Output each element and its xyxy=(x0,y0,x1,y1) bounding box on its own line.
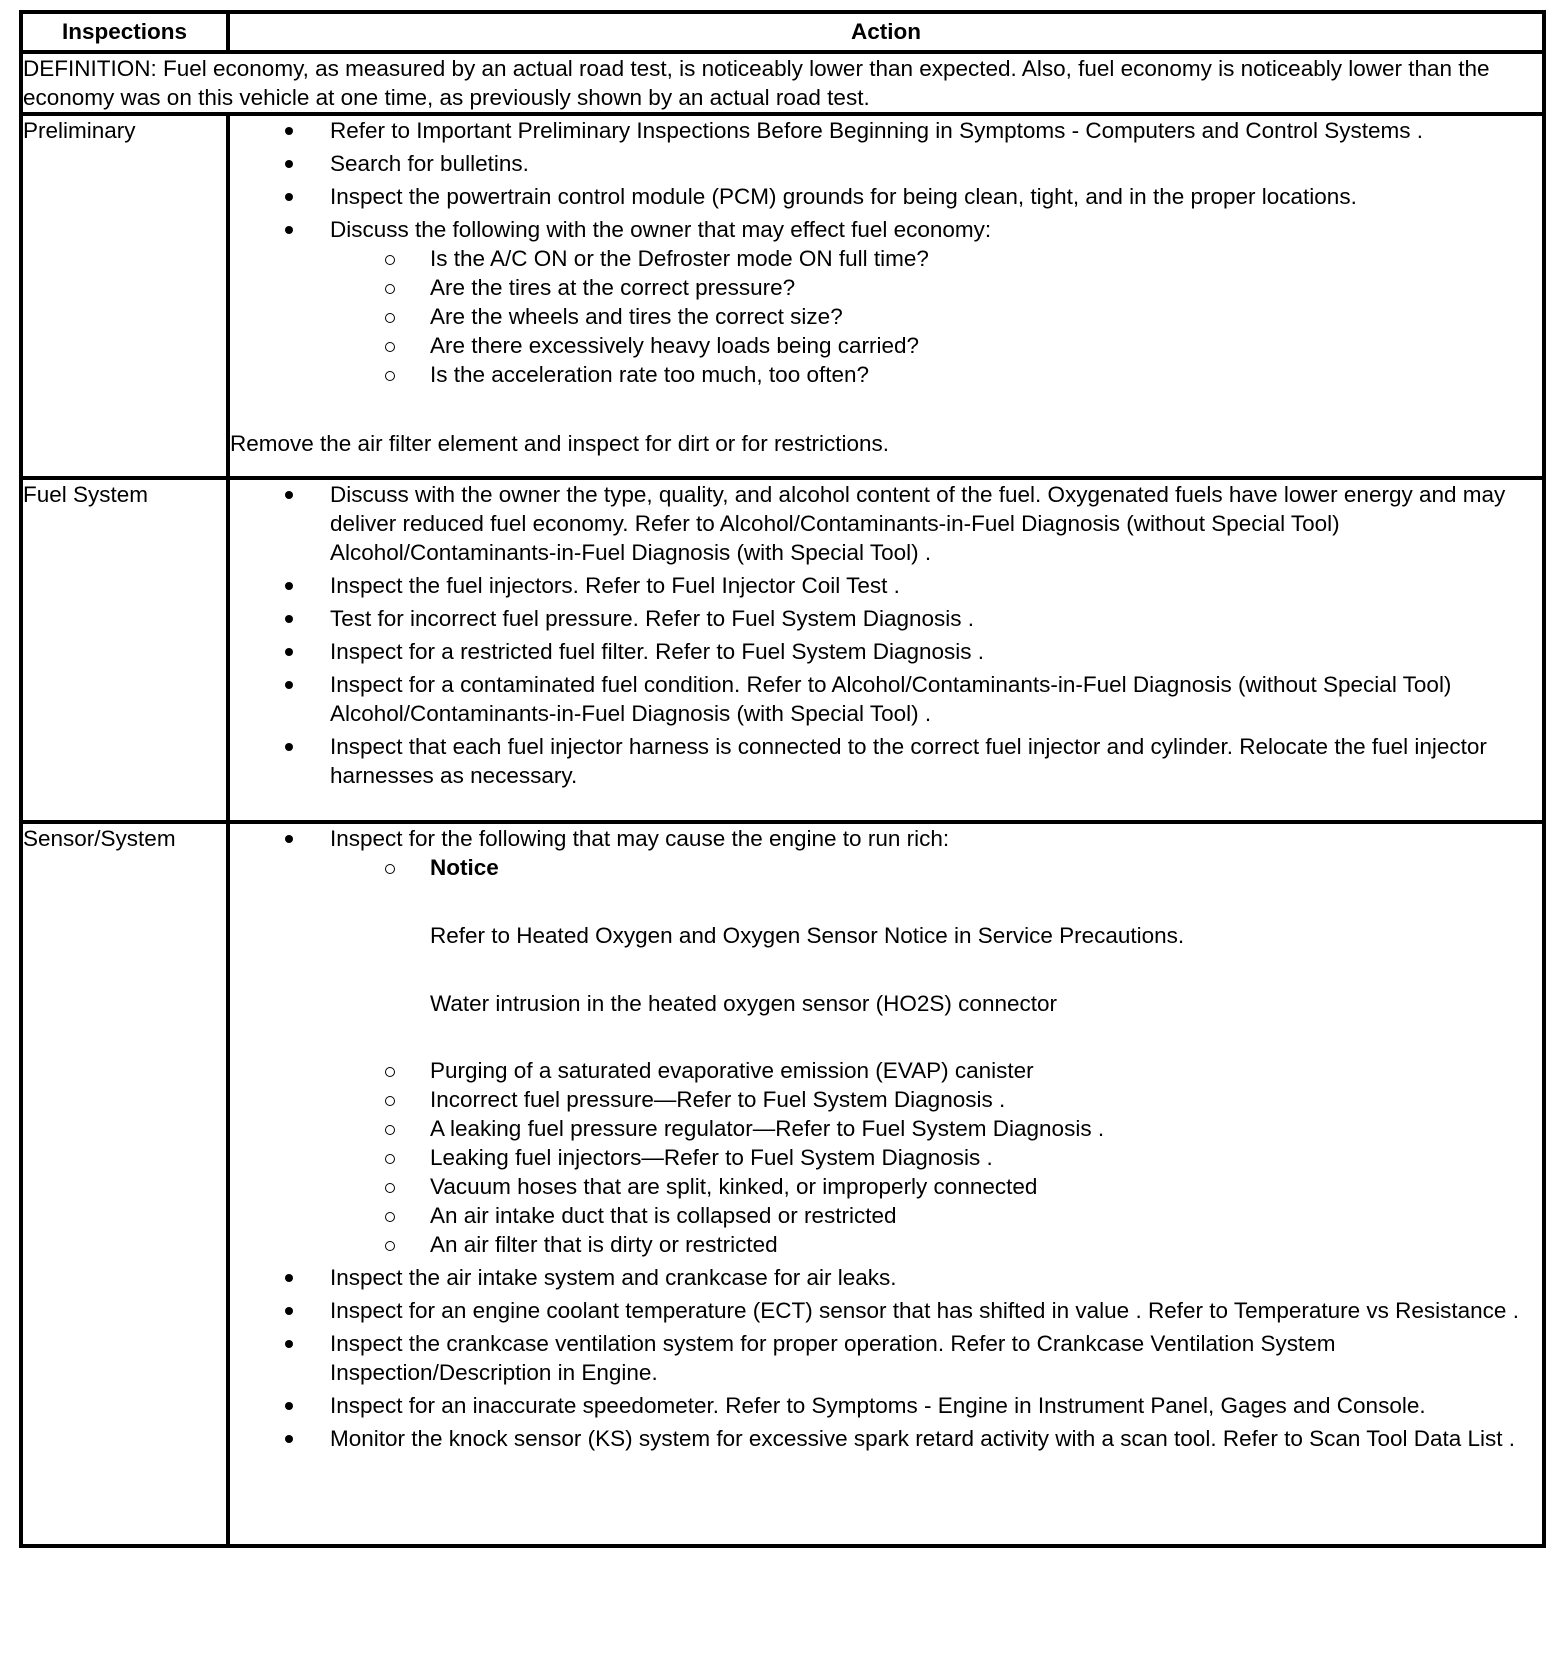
notice-text: Refer to Heated Oxygen and Oxygen Sensor Notice in Service Precautions. xyxy=(430,923,1185,948)
owner-questions xyxy=(330,244,1542,389)
list-item: Inspect the crankcase ventilation system for proper operation. Refer to Crankcase Ventilation System Inspection/Description in Engine. xyxy=(230,1329,1542,1387)
list-item: Inspect for a restricted fuel filter. Refer to Fuel System Diagnosis . xyxy=(230,637,1542,666)
sub-item: Is the acceleration rate too much, too often? xyxy=(330,360,1542,389)
definition-text: DEFINITION: Fuel economy, as measured by an actual road test, is noticeably lower than expected. Also, fuel economy is noticeably lower than the economy was on this vehicle at one time, as previously shown by an actual road test. xyxy=(21,52,1544,114)
fuel-system-bullets xyxy=(230,480,1542,790)
preliminary-bullets xyxy=(230,116,1542,389)
sensor-system-row xyxy=(21,822,1544,1546)
sub-item: An air intake duct that is collapsed or restricted xyxy=(330,1201,1542,1230)
header-action: Action xyxy=(228,12,1544,52)
list-item: Search for bulletins. xyxy=(230,149,1542,178)
preliminary-label: Preliminary xyxy=(21,114,228,478)
fuel-system-row xyxy=(21,478,1544,822)
sub-item: Purging of a saturated evaporative emission (EVAP) canister xyxy=(330,1056,1542,1085)
sub-item: A leaking fuel pressure regulator—Refer to Fuel System Diagnosis . xyxy=(330,1114,1542,1143)
list-item: Inspect the fuel injectors. Refer to Fuel Injector Coil Test . xyxy=(230,571,1542,600)
sub-item: Leaking fuel injectors—Refer to Fuel System Diagnosis . xyxy=(330,1143,1542,1172)
fuel-system-label: Fuel System xyxy=(21,478,228,822)
rich-causes xyxy=(330,853,1542,1259)
header-row xyxy=(21,12,1544,52)
preliminary-actions xyxy=(228,114,1544,478)
notice-item: Water intrusion in the heated oxygen sensor (HO2S) connector xyxy=(430,991,1057,1016)
definition-row xyxy=(21,52,1544,114)
list-item-text: Discuss the following with the owner that may effect fuel economy: xyxy=(330,217,992,242)
notice-title: Notice xyxy=(430,855,499,880)
sensor-system-actions xyxy=(228,822,1544,1546)
sensor-system-bullets xyxy=(230,824,1542,1453)
list-item xyxy=(230,824,1542,1259)
list-item: Inspect the powertrain control module (PCM) grounds for being clean, tight, and in the proper locations. xyxy=(230,182,1542,211)
sub-item: An air filter that is dirty or restricted xyxy=(330,1230,1542,1259)
preliminary-row xyxy=(21,114,1544,478)
sub-item: Are the tires at the correct pressure? xyxy=(330,273,1542,302)
sub-item: Incorrect fuel pressure—Refer to Fuel System Diagnosis . xyxy=(330,1085,1542,1114)
list-item: Monitor the knock sensor (KS) system for excessive spark retard activity with a scan tool. Refer to Scan Tool Data List . xyxy=(230,1424,1542,1453)
sub-item: Is the A/C ON or the Defroster mode ON full time? xyxy=(330,244,1542,273)
fuel-system-actions xyxy=(228,478,1544,822)
sub-item: Vacuum hoses that are split, kinked, or improperly connected xyxy=(330,1172,1542,1201)
header-inspections: Inspections xyxy=(21,12,228,52)
sub-item: Are the wheels and tires the correct size? xyxy=(330,302,1542,331)
list-item: Inspect the air intake system and crankcase for air leaks. xyxy=(230,1263,1542,1292)
air-filter-note: Remove the air filter element and inspect for dirt or for restrictions. xyxy=(230,431,890,456)
list-item xyxy=(230,215,1542,389)
sensor-system-label: Sensor/System xyxy=(21,822,228,1546)
list-item: Inspect for an inaccurate speedometer. Refer to Symptoms - Engine in Instrument Panel, Gages and Console. xyxy=(230,1391,1542,1420)
list-item: Inspect for a contaminated fuel condition. Refer to Alcohol/Contaminants-in-Fuel Diagnosis (without Special Tool) Alcohol/Contaminants-in-Fuel Diagnosis (with Special Tool) . xyxy=(230,670,1542,728)
list-item-text: Inspect for the following that may cause the engine to run rich: xyxy=(330,826,950,851)
list-item: Test for incorrect fuel pressure. Refer to Fuel System Diagnosis . xyxy=(230,604,1542,633)
list-item: Inspect that each fuel injector harness is connected to the correct fuel injector and cylinder. Relocate the fuel injector harnesses as necessary. xyxy=(230,732,1542,790)
list-item: Discuss with the owner the type, quality, and alcohol content of the fuel. Oxygenated fuels have lower energy and may deliver reduced fuel economy. Refer to Alcohol/Contaminants-in-Fuel Diagnosis (without Special Tool) Alcohol/Contaminants-in-Fuel Diagnosis (with Special Tool) . xyxy=(230,480,1542,567)
diagnostic-table xyxy=(19,10,1546,1548)
list-item: Inspect for an engine coolant temperature (ECT) sensor that has shifted in value . Refer to Temperature vs Resistance . xyxy=(230,1296,1542,1325)
list-item: Refer to Important Preliminary Inspections Before Beginning in Symptoms - Computers and Control Systems . xyxy=(230,116,1542,145)
sub-item xyxy=(330,853,1542,1018)
sub-item: Are there excessively heavy loads being carried? xyxy=(330,331,1542,360)
